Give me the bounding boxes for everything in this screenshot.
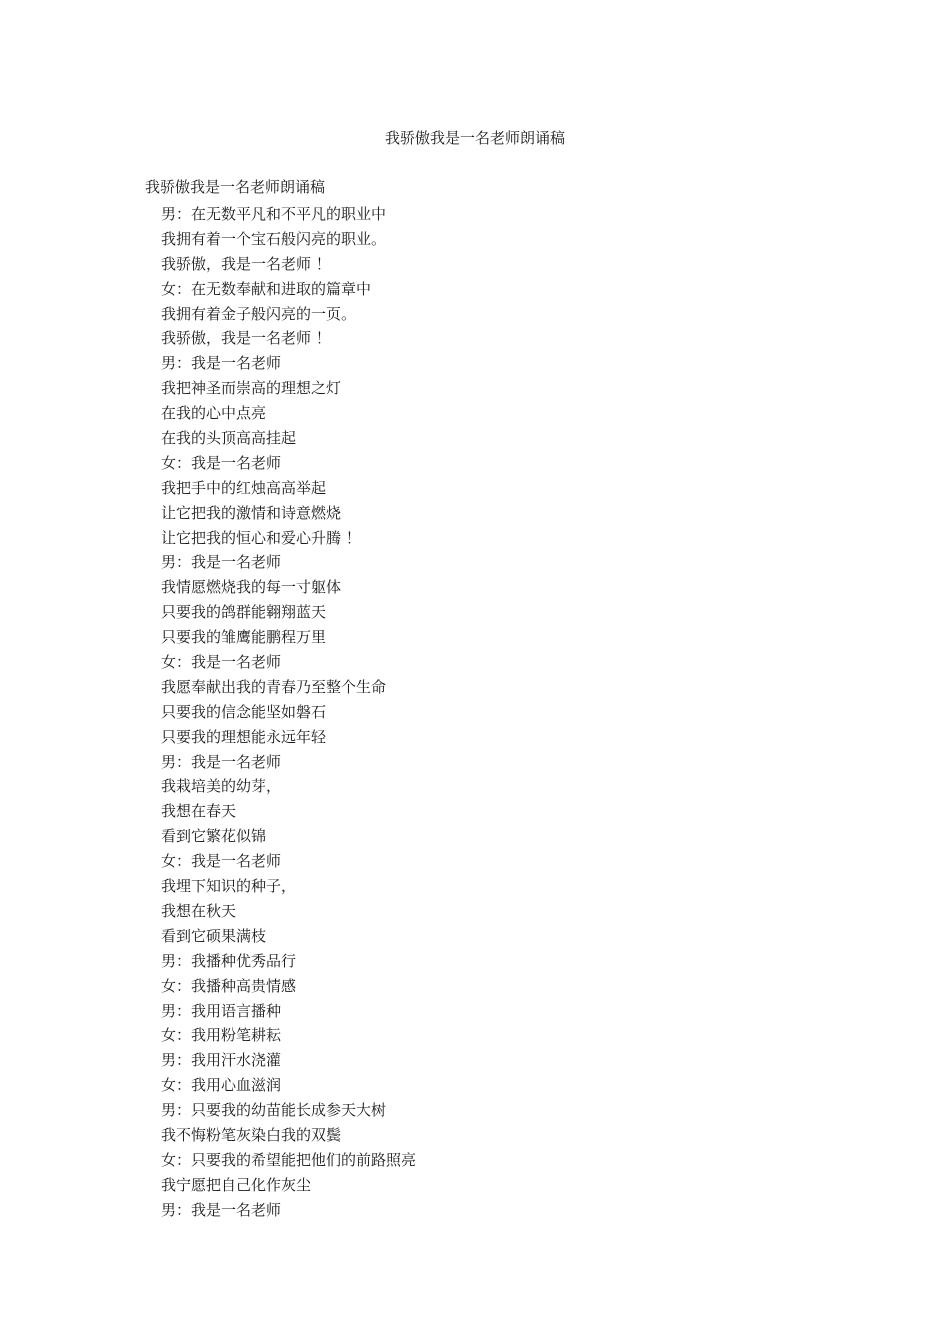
poem-line: 只要我的鸽群能翱翔蓝天	[161, 603, 327, 622]
poem-line: 男：我是一名老师	[161, 752, 282, 771]
poem-line: 我栽培美的幼芽，	[161, 777, 282, 796]
poem-line: 女：只要我的希望能把他们的前路照亮	[161, 1150, 417, 1169]
poem-line: 只要我的信念能坚如磐石	[161, 702, 327, 721]
document-title: 我骄傲我是一名老师朗诵稿	[384, 129, 565, 147]
poem-line: 男：在无数平凡和不平凡的职业中	[161, 205, 387, 223]
document-heading: 我骄傲我是一名老师朗诵稿	[145, 178, 326, 196]
poem-line: 男：我是一名老师	[161, 1200, 282, 1219]
poem-line: 男：我用语言播种	[161, 1001, 282, 1020]
poem-line: 只要我的雏鹰能鹏程万里	[161, 628, 327, 647]
poem-line: 男：我用汗水浇灌	[161, 1051, 282, 1070]
poem-line: 只要我的理想能永远年轻	[161, 727, 327, 746]
poem-line: 看到它繁花似锦	[161, 827, 267, 846]
poem-line: 我想在春天	[161, 802, 237, 821]
poem-line: 我愿奉献出我的青春乃至整个生命	[161, 677, 387, 696]
poem-line: 我情愿燃烧我的每一寸躯体	[161, 578, 342, 597]
poem-lines	[161, 202, 416, 1223]
poem-line: 女：我是一名老师	[161, 653, 282, 672]
poem-line: 我拥有着一个宝石般闪亮的职业。	[161, 229, 387, 248]
poem-line: 在我的头顶高高挂起	[161, 429, 297, 448]
poem-line: 我不悔粉笔灰染白我的双鬓	[161, 1125, 342, 1144]
poem-line: 女：我是一名老师	[161, 852, 282, 871]
poem-line: 男：我是一名老师	[161, 553, 282, 572]
poem-line: 女：我是一名老师	[161, 453, 282, 472]
poem-line: 在我的心中点亮	[161, 404, 267, 423]
poem-line: 让它把我的恒心和爱心升腾 ！	[161, 528, 361, 547]
poem-line: 我拥有着金子般闪亮的一页。	[161, 304, 357, 323]
poem-line: 我想在秋天	[161, 901, 237, 920]
poem-line: 我骄傲，我是一名老师 ！	[161, 329, 331, 348]
poem-line: 我宁愿把自己化作灰尘	[161, 1175, 312, 1194]
poem-line: 女：在无数奉献和进取的篇章中	[161, 279, 372, 298]
poem-line: 我埋下知识的种子，	[161, 877, 297, 896]
poem-line: 女：我用粉笔耕耘	[161, 1026, 282, 1045]
poem-line: 我把手中的红烛高高举起	[161, 478, 327, 497]
poem-line: 女：我播种高贵情感	[161, 976, 297, 995]
poem-line: 我骄傲，我是一名老师 ！	[161, 254, 331, 273]
poem-line: 男：我播种优秀品行	[161, 951, 297, 970]
poem-line: 我把神圣而崇高的理想之灯	[161, 379, 342, 398]
poem-line: 男：我是一名老师	[161, 354, 282, 373]
poem-line: 女：我用心血滋润	[161, 1076, 282, 1095]
poem-line: 看到它硕果满枝	[161, 926, 267, 945]
poem-line: 男：只要我的幼苗能长成参天大树	[161, 1101, 387, 1120]
poem-line: 让它把我的激情和诗意燃烧	[161, 503, 342, 522]
